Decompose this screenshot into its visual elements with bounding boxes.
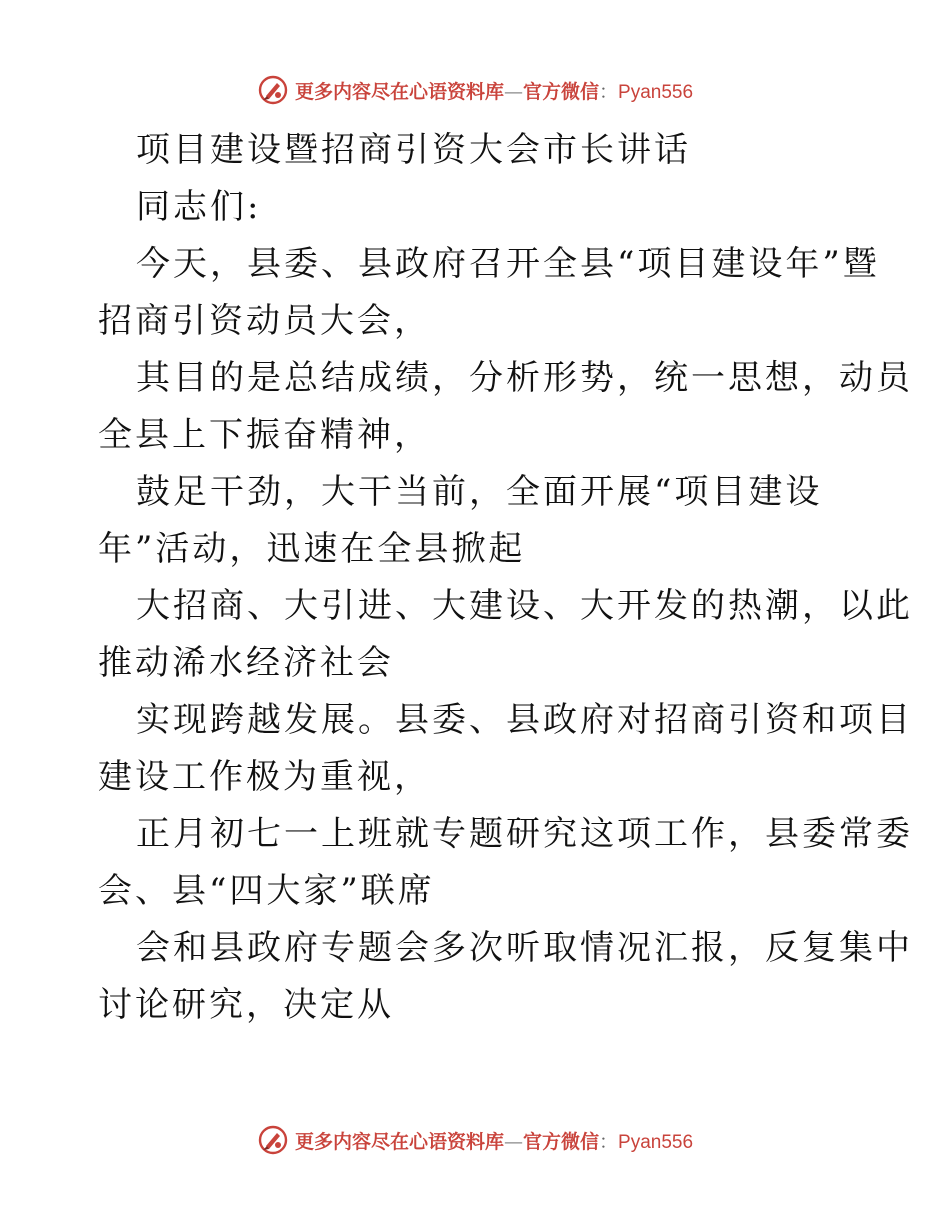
watermark-text: [295, 77, 693, 104]
text-line: 实现跨越发展。县委、县政府对招商引资和项目: [136, 700, 913, 740]
watermark-site-text: 更多内容尽在心语资料库: [294, 1130, 504, 1153]
document-title: 项目建设暨招商引资大会市长讲话: [136, 130, 691, 170]
salutation: 同志们:: [136, 187, 262, 227]
watermark-text: [295, 1127, 693, 1154]
watermark-official-text: 官方微信: [522, 1130, 599, 1153]
text-line: 建设工作极为重视，: [98, 757, 431, 797]
text-line: 大招商、大引进、大建设、大开发的热潮，以此: [136, 586, 913, 626]
text-line: 今天，县委、县政府召开全县“项目建设年”暨: [136, 244, 880, 284]
text-line: 会、县“四大家”联席: [98, 871, 435, 911]
watermark-site-text: 更多内容尽在心语资料库: [294, 80, 504, 103]
text-line: 招商引资动员大会，: [98, 301, 431, 341]
text-line: 会和县政府专题会多次听取情况汇报，反复集中: [136, 928, 913, 968]
text-line: 年”活动，迅速在全县掀起: [98, 529, 526, 569]
text-line: 推动浠水经济社会: [98, 643, 394, 683]
text-line: 讨论研究，决定从: [98, 985, 394, 1025]
watermark-wechat-id: Pyan556: [618, 81, 694, 103]
text-line: 全县上下振奋精神，: [98, 415, 431, 455]
text-line: 其目的是总结成绩，分析形势，统一思想，动员: [136, 358, 913, 398]
brand-logo-icon: [257, 1124, 289, 1156]
document-body: [98, 122, 913, 1034]
watermark-dash: —: [503, 1130, 523, 1153]
text-line: 鼓足干劲，大干当前，全面开展“项目建设: [136, 472, 823, 512]
watermark-wechat-id: Pyan556: [618, 1131, 694, 1153]
brand-logo-icon: [257, 74, 289, 106]
watermark-dash: —: [503, 80, 523, 103]
footer-watermark: [0, 1120, 950, 1160]
header-watermark: [0, 70, 950, 110]
watermark-separator: ：: [599, 80, 619, 103]
text-line: 正月初七一上班就专题研究这项工作，县委常委: [136, 814, 913, 854]
watermark-official-text: 官方微信: [522, 80, 599, 103]
watermark-separator: ：: [599, 1130, 619, 1153]
